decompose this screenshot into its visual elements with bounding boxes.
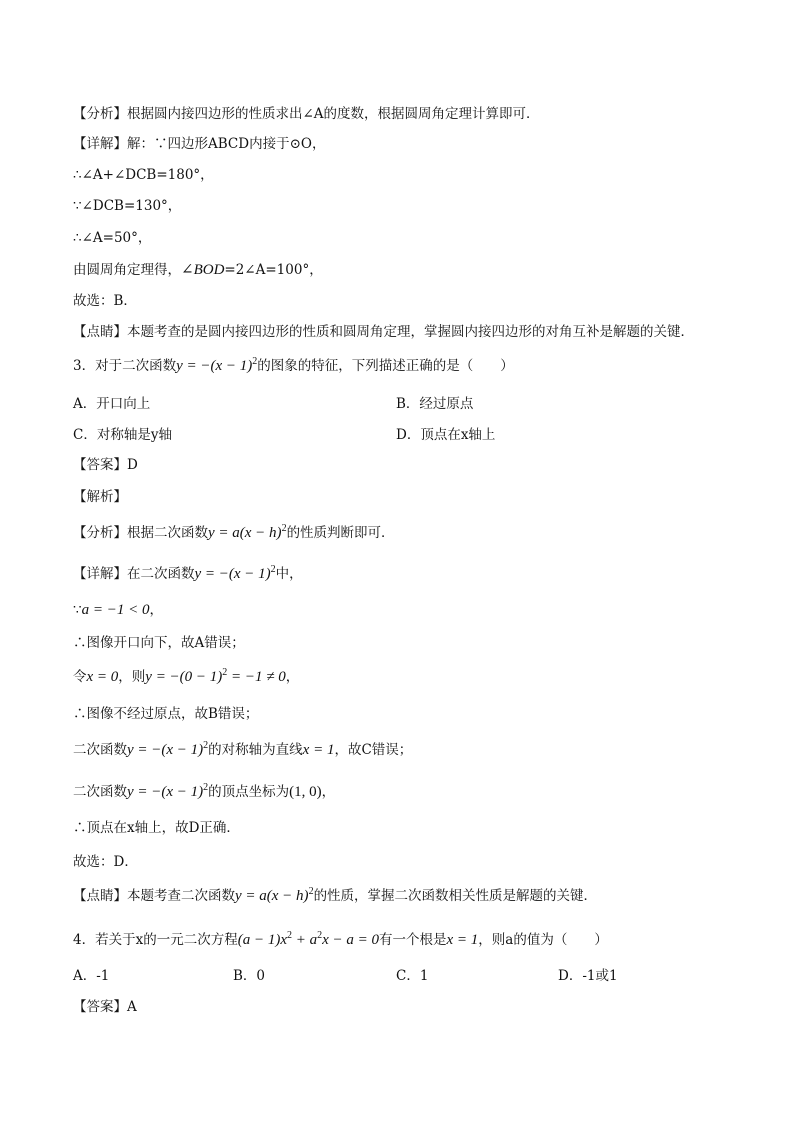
question-3 [73, 356, 514, 378]
math: = −1 ≠ 0 [227, 669, 286, 685]
step-line: ∴∠A+∠DCB=180°， [73, 167, 214, 183]
math: y = a(x − h) [235, 888, 309, 904]
option-b: B．经过原点 [396, 396, 474, 412]
text: 二次函数 [73, 784, 127, 800]
math: (1, 0) [289, 784, 322, 800]
text: ， [285, 669, 300, 685]
math: x = 1 [302, 742, 335, 758]
math: ∠BOD [181, 262, 225, 278]
comment-line [73, 886, 597, 908]
explanation-header: 【解析】 [73, 489, 127, 505]
text: ∵ [73, 602, 82, 618]
option-a: A．开口向上 [73, 396, 151, 412]
text: ， [149, 602, 163, 618]
text: ，故C错误； [334, 742, 413, 758]
option-a: A．-1 [73, 968, 110, 984]
text: ，则a的值为（ ） [478, 932, 608, 948]
text: ，则 [118, 669, 146, 685]
text: 由圆周角定理得， [73, 262, 181, 278]
text: 【点睛】本题考查二次函数 [73, 888, 235, 904]
text: 二次函数 [73, 742, 127, 758]
text: 【分析】根据二次函数 [73, 525, 208, 541]
option-d: D．顶点在x轴上 [396, 427, 496, 443]
text: =2∠A=100°， [224, 262, 323, 278]
option-c: C．对称轴是y轴 [73, 427, 172, 443]
math: + a [291, 932, 318, 948]
step-line: ∵∠DCB=130°， [73, 198, 182, 214]
answer-line: 【答案】D [73, 457, 138, 473]
step-line: ∴顶点在x轴上，故D正确． [73, 820, 240, 836]
question-4 [73, 930, 608, 952]
math: x = 1 [446, 932, 479, 948]
superscript: 2 [252, 356, 258, 367]
math: y = −(x − 1) [127, 784, 204, 800]
text: 的顶点坐标为 [208, 784, 290, 800]
math: y = −(0 − 1) [145, 669, 223, 685]
text: 的性质，掌握二次函数相关性质是解题的关键． [313, 888, 598, 904]
step-line: ∴图像开口向下，故A错误； [73, 635, 245, 651]
math: x = 0 [86, 669, 119, 685]
text: 令 [73, 669, 87, 685]
superscript: 2 [286, 930, 292, 941]
math: y = a(x − h) [208, 525, 282, 541]
solution-line [73, 564, 303, 586]
text: 的性质判断即可． [286, 525, 395, 541]
superscript: 2 [317, 930, 323, 941]
math: y = −(x − 1) [127, 742, 204, 758]
choice-line: 故选：D． [73, 854, 138, 870]
step-line: ∴∠A=50°， [73, 230, 152, 246]
choice-line: 故选：B． [73, 293, 137, 309]
math: y = −(x − 1) [194, 566, 271, 582]
superscript: 2 [222, 667, 228, 678]
step-line [73, 600, 163, 620]
math: (a − 1)x [237, 932, 287, 948]
step-line [73, 740, 412, 762]
math: y = −(x − 1) [176, 358, 253, 374]
superscript: 2 [308, 886, 314, 897]
text: 3．对于二次函数 [73, 358, 177, 374]
step-line [73, 782, 335, 804]
superscript: 2 [203, 782, 209, 793]
text: ， [321, 784, 336, 800]
option-d: D．-1或1 [558, 968, 618, 984]
answer-line: 【答案】A [73, 999, 137, 1015]
superscript: 2 [270, 564, 276, 575]
step-line [73, 260, 323, 280]
math: x − a = 0 [322, 932, 380, 948]
superscript: 2 [281, 523, 287, 534]
text: 中， [275, 566, 303, 582]
step-line: ∴图像不经过原点，故B错误； [73, 706, 259, 722]
option-b: B．0 [233, 968, 266, 984]
text: 的图象的特征，下列描述正确的是（ ） [257, 358, 514, 374]
comment-line: 【点睛】本题考查的是圆内接四边形的性质和圆周角定理，掌握圆内接四边形的对角互补是解题的关键． [73, 324, 694, 340]
text: 【详解】在二次函数 [73, 566, 195, 582]
step-line [73, 667, 299, 689]
text: 的对称轴为直线 [208, 742, 303, 758]
text: 4．若关于x的一元二次方程 [73, 932, 238, 948]
text: 有一个根是 [379, 932, 447, 948]
analysis-line [73, 523, 395, 545]
solution-line: 【详解】解：∵四边形ABCD内接于⊙O， [73, 136, 326, 152]
option-c: C．1 [396, 968, 429, 984]
analysis-line: 【分析】根据圆内接四边形的性质求出∠A的度数，根据圆周角定理计算即可． [73, 106, 540, 122]
superscript: 2 [203, 740, 209, 751]
math: a = −1 < 0 [81, 602, 150, 618]
